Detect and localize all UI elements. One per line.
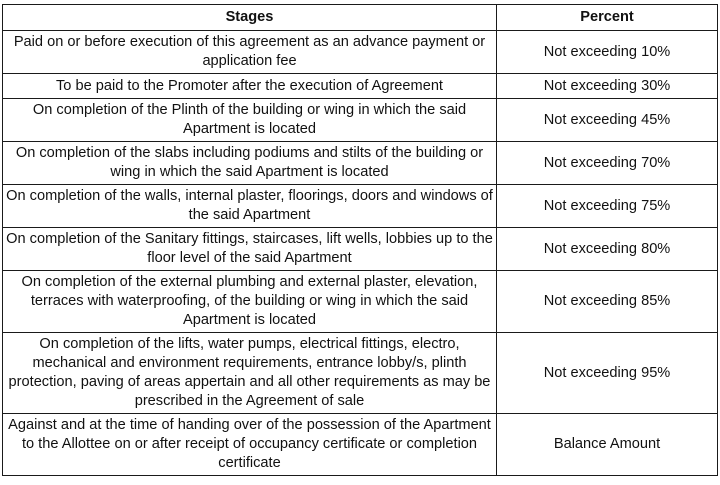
percent-cell: Not exceeding 80% <box>497 228 718 271</box>
percent-cell: Not exceeding 75% <box>497 185 718 228</box>
table-row <box>3 271 718 333</box>
stage-cell: On completion of the external plumbing and external plaster, elevation, terraces with waterproofing, of the building or wing in which the said Apartment is located <box>3 271 497 333</box>
stage-cell: On completion of the slabs including podiums and stilts of the building or wing in which the said Apartment is located <box>3 142 497 185</box>
percent-cell: Not exceeding 95% <box>497 333 718 414</box>
stage-cell: On completion of the Sanitary fittings, staircases, lift wells, lobbies up to the floor level of the said Apartment <box>3 228 497 271</box>
stage-cell: On completion of the lifts, water pumps, electrical fittings, electro, mechanical and environment requirements, entrance lobby/s, plinth protection, paving of areas appertain and all other requirements as may be prescribed in the Agreement of sale <box>3 333 497 414</box>
stages-column-header: Stages <box>3 5 497 31</box>
stage-cell: On completion of the walls, internal plaster, floorings, doors and windows of the said Apartment <box>3 185 497 228</box>
stage-cell: On completion of the Plinth of the building or wing in which the said Apartment is located <box>3 99 497 142</box>
stage-cell: Against and at the time of handing over of the possession of the Apartment to the Allottee on or after receipt of occupancy certificate or completion certificate <box>3 414 497 476</box>
percent-column-header: Percent <box>497 5 718 31</box>
table-row <box>3 31 718 74</box>
percent-cell: Not exceeding 10% <box>497 31 718 74</box>
table-row <box>3 414 718 476</box>
table-row <box>3 185 718 228</box>
percent-cell: Not exceeding 70% <box>497 142 718 185</box>
percent-cell: Balance Amount <box>497 414 718 476</box>
table-row <box>3 228 718 271</box>
stage-cell: To be paid to the Promoter after the execution of Agreement <box>3 74 497 99</box>
table-row <box>3 99 718 142</box>
payment-stages-table <box>2 4 718 476</box>
table-row <box>3 74 718 99</box>
table-row <box>3 142 718 185</box>
percent-cell: Not exceeding 45% <box>497 99 718 142</box>
table-header-row <box>3 5 718 31</box>
table-row <box>3 333 718 414</box>
percent-cell: Not exceeding 30% <box>497 74 718 99</box>
stage-cell: Paid on or before execution of this agreement as an advance payment or application fee <box>3 31 497 74</box>
percent-cell: Not exceeding 85% <box>497 271 718 333</box>
